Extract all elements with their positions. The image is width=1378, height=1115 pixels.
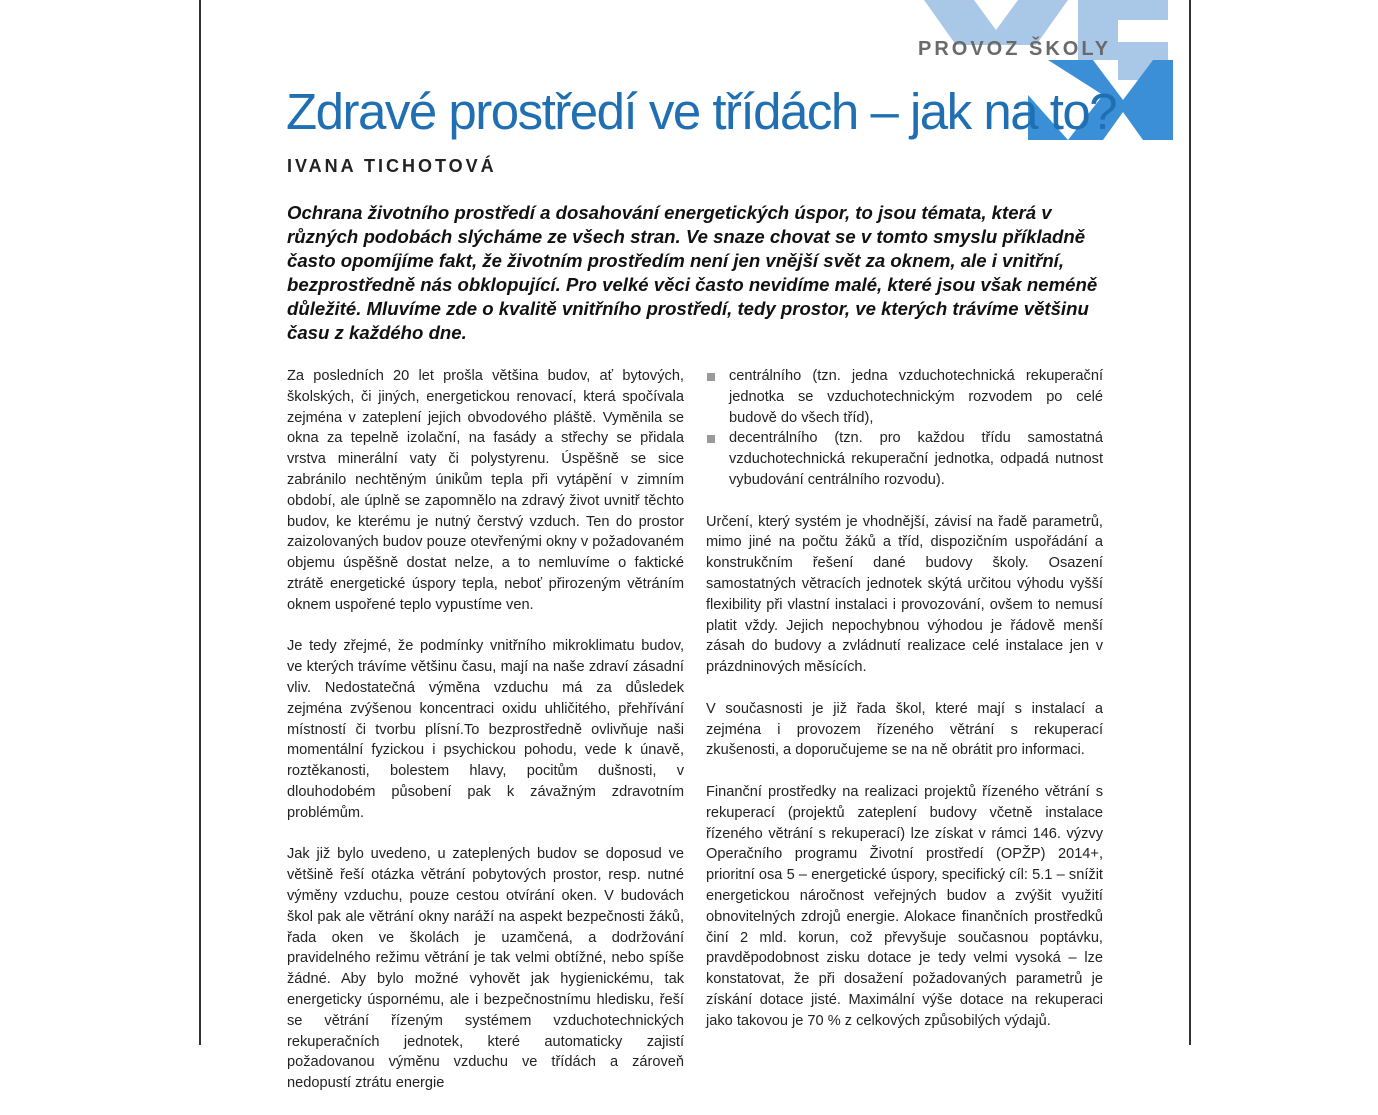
list-item-text: centrálního (tzn. jedna vzduchotechnická rekuperační jednotka se vzduchotechnickým rozvodem po celé budově do všech tříd), (729, 368, 1103, 426)
bullet-square-icon (707, 373, 715, 381)
paragraph: Finanční prostředky na realizaci projektů řízeného větrání s rekuperací (projektů zateplení budovy včetně instalace řízeného větrání s rekuperací) lze získat v rámci 146. výzvy Operačního programu Životní prostředí (OPŽP) 2014+, prioritní osa 5 – energetické úspory, specifický cíl: 5.1 – snížit energetickou náročnost veřejných budov a zvýšit využití obnovitelných zdrojů energie. Alokace finančních prostředků činí 2 mld. korun, což převyšuje současnou poptávku, pravděpodobnost zisku dotace je tedy velmi vysoká – lze konstatovat, že při dosažení požadovaných parametrů je získání dotace jisté. Maximální výše dotace na rekuperaci jako takovou je 70 % z celkových způsobilých výdajů. (706, 783, 1103, 1029)
article-lead: Ochrana životního prostředí a dosahování energetických úspor, to jsou témata, která v různých podobách slýcháme ze všech stran. Ve snaze chovat se v tomto smyslu příkladně často opomíjíme fakt, že životním prostředím není jen vnější svět za oknem, ale i vnitřní, bezprostředně nás obklopující. Pro velké věci často nevidíme malé, které jsou však neméně důležité. Mluvíme zde o kvalitě vnitřního prostředí, tedy prostor, ve kterých trávíme většinu času z každého dne. (287, 202, 1098, 343)
article-title: Zdravé prostředí ve třídách – jak na to? (286, 83, 1117, 140)
list-item-text: decentrálního (tzn. pro každou třídu samostatná vzduchotechnická rekuperační jednotka, odpadá nutnost vybudování centrálního rozvodu). (729, 430, 1103, 488)
paragraph: Jak již bylo uvedeno, u zateplených budov se doposud ve většině řeší otázka větrání pobytových prostor, resp. nutné výměny vzduchu, pouze cestou otvírání oken. V budovách škol pak ale větrání okny naráží na aspekt bezpečnosti žáků, řada oken ve školách je uzamčená, a dodržování pravidelného režimu větrání je tak velmi obtížné, nebo spíše žádné. Aby bylo možné vyhovět jak hygienickému, tak energeticky úspornému, ale i bezpečnostnímu hledisku, řeší se větrání řízeným systémem vzduchotechnických rekuperačních jednotek, které automaticky zajistí požadovanou výměnu vzduchu ve třídách a zároveň nedopustí ztrátu energie (287, 846, 684, 1092)
page-border-right (1189, 0, 1191, 1045)
paragraph: Za posledních 20 let prošla většina budov, ať bytových, školských, či jiných, energetickou renovací, která spočívala zejména v zateplení jejich obvodového pláště. Vyměnila se okna za tepelně izolační, na fasády a střechy se přidala vrstva minerální vaty či polystyrenu. Úspěšně se sice zabránilo nechtěným únikům tepla při vytápění v zimním období, ale úplně se zapomnělo na zdravý život uvnitř těchto budov, ke kterému je nutný čerstvý vzduch. Ten do prostor zaizolovaných budov pouze otevřenými okny v požadovaném objemu úspěšně dostat nelze, a to nemluvíme o faktické ztrátě energetické úspory tepla, neboť přirozeným větráním oknem uspořené teplo vypustíme ven. (287, 368, 684, 613)
list-item (706, 366, 1103, 428)
bullet-list (706, 366, 1103, 491)
right-column (706, 366, 1103, 1052)
list-item (706, 428, 1103, 490)
left-column (287, 366, 684, 1115)
paragraph: Je tedy zřejmé, že podmínky vnitřního mikroklimatu budov, ve kterých trávíme většinu času, mají na naše zdraví zásadní vliv. Nedostatečná výměna vzduchu má za důsledek zejména zvýšenou koncentraci oxidu uhličitého, přehřívání místností či tvorbu plísní.To bezprostředně ovlivňuje naši momentální fyzickou i psychickou pohodu, vede k únavě, roztěkanosti, bolestem hlavy, pocitům dušnosti, v dlouhodobém působení pak k závažným zdravotním problémům. (287, 638, 684, 821)
bullet-square-icon (707, 435, 715, 443)
paragraph: Určení, který systém je vhodnější, závisí na řadě parametrů, mimo jiné na počtu žáků a tříd, dispozičním uspořádání a konstrukčním řešení dané budovy školy. Osazení samostatných větracích jednotek skýtá určitou výhodu vyšší flexibility při vlastní instalaci i provozování, ovšem to nemusí platit vždy. Jejich nepochybnou výhodou je řádově menší zásah do budovy a zvládnutí realizace celé instalace jen v prázdninových měsících. (706, 513, 1103, 676)
section-label: PROVOZ ŠKOLY (918, 38, 1112, 60)
page-border-left (199, 0, 201, 1045)
paragraph: V současnosti je již řada škol, které mají s instalací a zejména i provozem řízeného větrání s rekuperací zkušenosti, a doporučujeme se na ně obrátit pro informaci. (706, 700, 1103, 759)
article-author: IVANA TICHOTOVÁ (287, 156, 497, 176)
